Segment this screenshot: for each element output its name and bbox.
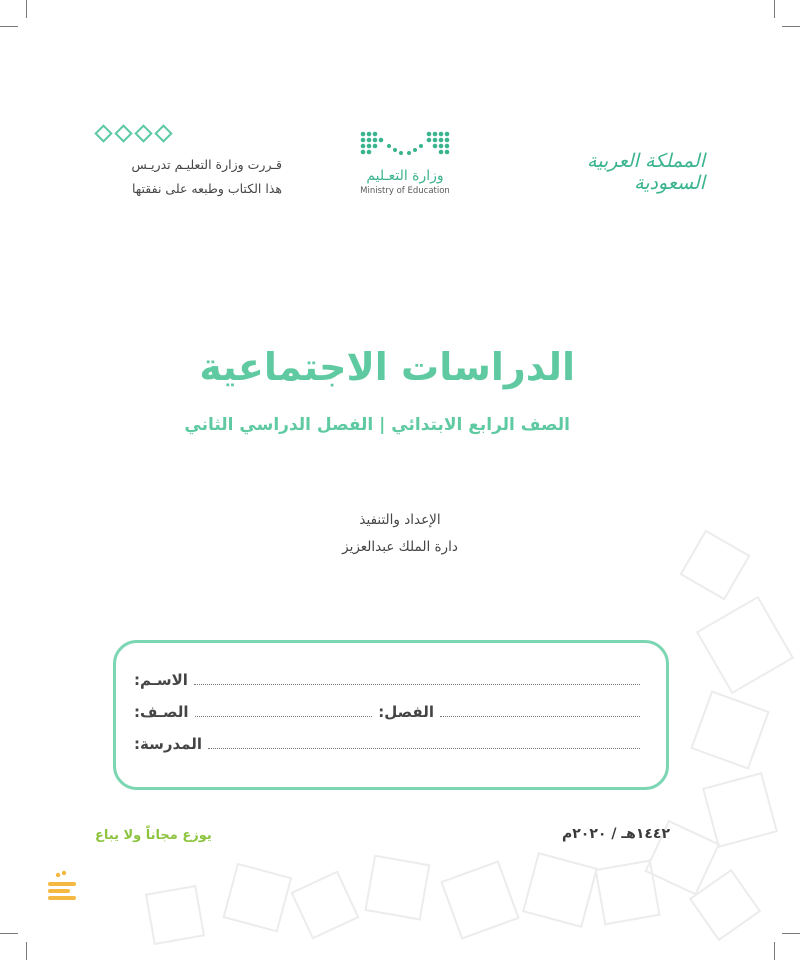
school-field[interactable] bbox=[208, 748, 640, 749]
publisher-logo-icon bbox=[42, 868, 82, 908]
diamond-icon bbox=[134, 124, 152, 142]
grade-field[interactable] bbox=[195, 716, 373, 717]
ministry-dots-icon bbox=[359, 130, 451, 158]
book-subtitle: الصف الرابع الابتدائي | الفصل الدراسي الثاني bbox=[184, 415, 570, 435]
student-info-box bbox=[113, 640, 669, 790]
approval-line-2: هذا الكتاب وطبعه على نفقتها bbox=[131, 181, 282, 196]
school-label: المدرسة: bbox=[134, 735, 202, 753]
approval-diamonds bbox=[97, 127, 170, 140]
book-title: الدراسات الاجتماعية bbox=[199, 345, 575, 389]
approval-statement bbox=[92, 153, 282, 201]
grade-label: الصـف: bbox=[134, 703, 189, 721]
name-row bbox=[134, 671, 646, 689]
prepared-label: الإعداد والتنفيذ bbox=[359, 512, 441, 528]
ministry-name-english: Ministry of Education bbox=[360, 186, 450, 196]
diamond-icon bbox=[114, 124, 132, 142]
ministry-logo bbox=[330, 130, 480, 196]
grade-row bbox=[134, 703, 646, 721]
ministry-name-arabic: وزارة التعـليم bbox=[366, 168, 444, 184]
kingdom-calligraphy: المملكة العربية السعودية bbox=[587, 150, 705, 194]
diamond-icon bbox=[94, 124, 112, 142]
approval-line-1: قـررت وزارة التعليـم تدريـس bbox=[131, 157, 282, 172]
prepared-by: دارة الملك عبدالعزيز bbox=[342, 539, 458, 555]
class-label: الفصل: bbox=[378, 703, 434, 721]
class-field[interactable] bbox=[440, 716, 640, 717]
school-row bbox=[134, 735, 646, 753]
publication-year: ١٤٤٢هـ / ٢٠٢٠م bbox=[562, 826, 670, 842]
free-distribution-note: يوزع مجاناً ولا يباع bbox=[95, 828, 212, 843]
name-field[interactable] bbox=[194, 684, 640, 685]
name-label: الاسـم: bbox=[134, 671, 188, 689]
diamond-icon bbox=[154, 124, 172, 142]
